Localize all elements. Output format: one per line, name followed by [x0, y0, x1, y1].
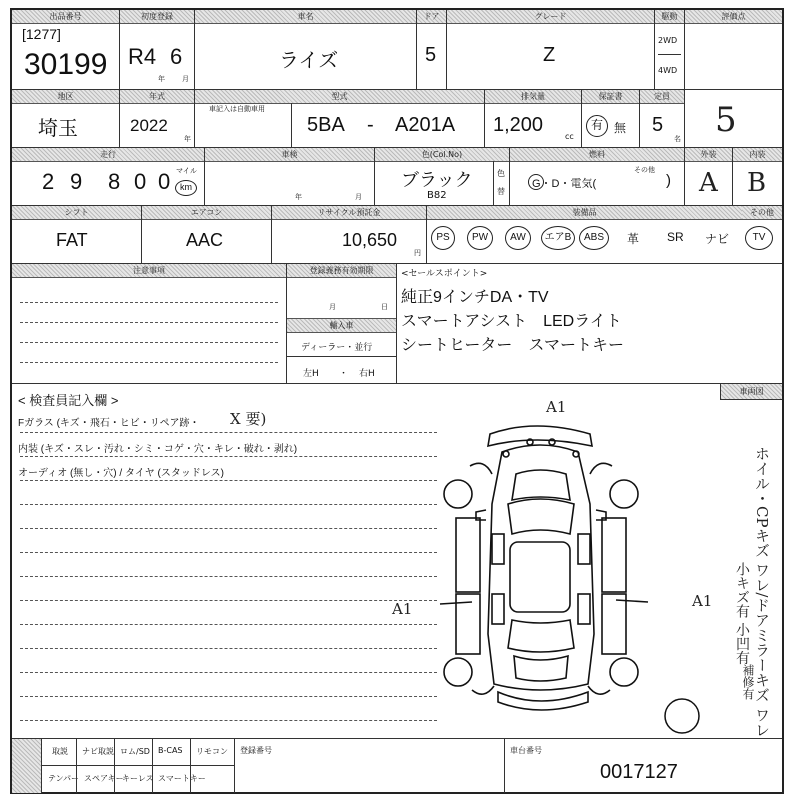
displacement-unit: cc [565, 132, 574, 141]
inspection-month-unit: 月 [355, 193, 362, 201]
fuel-options: G・D・電気( [532, 178, 597, 190]
capacity-value: 5 [652, 114, 664, 136]
color-code: B82 [427, 190, 447, 201]
fuel-close: ) [666, 172, 671, 189]
capacity-cell [640, 90, 685, 148]
sales-point-2: スマートアシスト LEDライト [401, 313, 622, 330]
exterior-grade-cell [685, 148, 733, 206]
sales-point-1: 純正9インチDA・TV [401, 289, 549, 306]
inspection-header: 車検 [205, 148, 374, 162]
mileage-unit-km: km [175, 180, 197, 196]
mark-right: A1 [692, 592, 713, 610]
region-header: 地区 [12, 90, 119, 104]
car-name-header: 車名 [195, 10, 416, 24]
inspector-line-1: Fガラス (キズ・飛石・ヒビ・リペア跡・ [18, 418, 200, 429]
auction-sheet [10, 8, 784, 794]
equipment-sunroof: SR [667, 230, 684, 244]
rating-value: 5 [715, 100, 737, 140]
doors-value: 5 [425, 44, 437, 66]
warranty-no: 無 [614, 121, 627, 135]
color-side-a: 色 [497, 169, 505, 178]
first-registration-cell [120, 10, 195, 90]
item-temper: テンパー [48, 774, 80, 783]
sales-points-header: <セールスポイント> [401, 269, 488, 279]
sales-points-cell [397, 264, 782, 384]
mileage-digit-4: 0 [134, 169, 147, 194]
handwritten-note-1: ホイル・CPキズ ワレ/ドアミラーキズ ワレ [753, 446, 771, 738]
inspector-line-3: オーディオ (無し・穴) / タイヤ (スタッドレス) [18, 468, 224, 479]
lot-number: 30199 [24, 48, 108, 81]
handwritten-note-2: 小キズ有 小凹有 [734, 562, 750, 665]
interior-header: 内装 [733, 148, 782, 162]
first-registration-year-unit: 年 [158, 75, 165, 83]
recycle-value: 10,650 [342, 230, 398, 250]
equipment-abs: ABS [579, 226, 609, 250]
chassis-number: 0017127 [600, 761, 678, 783]
color-side-b: 替 [497, 187, 505, 196]
equipment-header: 装備品 [427, 206, 742, 220]
handwritten-note-3: 補修有 [741, 664, 755, 700]
inspection-cell [205, 148, 375, 206]
aircon-header: エアコン [142, 206, 271, 220]
model-separator: - [367, 114, 374, 136]
mark-left: A1 [392, 600, 413, 618]
owner-note: 車記入は自動車用 [209, 105, 265, 113]
item-manual: 取説 [52, 747, 68, 756]
mileage-digit-1: 2 [42, 169, 55, 194]
color-header: 色(Col.No) [375, 148, 509, 162]
chassis-number-label: 車台番号 [510, 746, 542, 755]
first-registration-era: R4 [128, 44, 157, 69]
shift-value: FAT [56, 230, 88, 250]
diagram-header: 車両図 [720, 384, 782, 400]
mark-top: A1 [546, 398, 567, 416]
aircon-cell [142, 206, 272, 264]
interior-grade-cell [733, 148, 782, 206]
model-year-cell [120, 90, 195, 148]
recycle-header: リサイクル預託金 [272, 206, 426, 220]
car-diagram [380, 394, 680, 714]
import-header: 輸入車 [287, 318, 396, 333]
equipment-leather: 革 [627, 232, 640, 246]
model-year-value: 2022 [130, 116, 168, 135]
grade-cell [447, 10, 655, 90]
import-dealer: ディーラー・並行 [301, 343, 373, 353]
item-rom-sd: ロム/SD [120, 747, 150, 756]
model-prefix: 5BA [307, 114, 345, 136]
doors-header: ドア [417, 10, 446, 24]
inspector-title: < 検査員記入欄 > [18, 393, 119, 408]
capacity-header: 定員 [640, 90, 684, 104]
item-spare-key: スペアキー [84, 774, 124, 783]
rating-lower-cell [685, 90, 782, 148]
equipment-aw: AW [505, 226, 531, 250]
expiry-month: 月 [329, 303, 336, 311]
registration-expiry-cell [287, 264, 397, 384]
grade-header: グレード [447, 10, 654, 24]
aircon-value: AAC [186, 230, 224, 250]
warranty-cell [582, 90, 640, 148]
mileage-digit-3: 8 [108, 169, 121, 194]
import-dot: ・ [339, 369, 349, 379]
fuel-cell [510, 148, 685, 206]
exterior-header: 外装 [685, 148, 732, 162]
spare-tire-icon [662, 696, 702, 736]
bottom-strip [12, 738, 782, 792]
warranty-header: 保証書 [582, 90, 639, 104]
shift-header: シフト [12, 206, 141, 220]
equipment-tv: TV [745, 226, 773, 250]
item-keyless: キーレス [122, 774, 154, 783]
mileage-digit-5: 0 [158, 169, 171, 194]
inspection-year-unit: 年 [295, 193, 302, 201]
lot-number-header: 出品番号 [12, 10, 119, 24]
notes-header: 注意事項 [12, 264, 286, 278]
color-cell [375, 148, 510, 206]
model-code: A201A [395, 114, 456, 136]
recycle-unit: 円 [414, 249, 421, 257]
interior-grade: B [747, 168, 767, 198]
inspector-area [12, 384, 782, 738]
model-code-cell [195, 90, 485, 148]
model-year-unit: 年 [184, 135, 191, 143]
displacement-cell [485, 90, 582, 148]
mileage-cell [12, 148, 205, 206]
drive-4wd: 4WD [658, 66, 678, 75]
registration-expiry-header: 登録義務有効期限 [287, 264, 396, 278]
recycle-cell [272, 206, 427, 264]
equipment-navi: ナビ [705, 232, 730, 246]
glass-mark: X 要) [230, 410, 267, 428]
fuel-header: 燃料 [510, 148, 684, 162]
inspector-line-2: 内装 (キズ・スレ・汚れ・シミ・コゲ・穴・キレ・破れ・剥れ) [18, 444, 298, 455]
model-code-header: 型式 [195, 90, 484, 104]
drive-header: 駆動 [655, 10, 684, 24]
doors-cell [417, 10, 447, 90]
sales-point-3: シートヒーター スマートキー [401, 337, 625, 354]
first-registration-month-unit: 月 [182, 75, 189, 83]
lot-sub-number: [1277] [22, 26, 61, 42]
rating-header: 評価点 [685, 10, 782, 24]
mileage-digit-2: 9 [70, 169, 83, 194]
notes-cell [12, 264, 287, 384]
displacement-value: 1,200 [493, 114, 544, 136]
equipment-pw: PW [467, 226, 493, 250]
drive-cell [655, 10, 685, 90]
shift-cell [12, 206, 142, 264]
mileage-header: 走行 [12, 148, 204, 162]
drive-2wd: 2WD [658, 36, 678, 45]
registration-number-label: 登録番号 [240, 746, 272, 755]
equipment-airbag: エアB [541, 226, 575, 250]
equipment-ps: PS [431, 226, 455, 250]
lot-number-cell [12, 10, 120, 90]
extra-header: その他 [742, 206, 782, 220]
capacity-unit: 名 [674, 135, 681, 143]
car-name-cell [195, 10, 417, 90]
expiry-day: 日 [381, 303, 388, 311]
warranty-yes-circle: 有 [586, 115, 608, 137]
item-remote: リモコン [196, 747, 228, 756]
displacement-header: 排気量 [485, 90, 581, 104]
item-navi-manual: ナビ取説 [82, 747, 114, 756]
rating-cell [685, 10, 782, 90]
region-cell [12, 90, 120, 148]
import-left: 左H [303, 369, 319, 379]
equipment-cell [427, 206, 782, 264]
item-bcas: B-CAS [158, 746, 183, 755]
item-smart-key: スマートキー [158, 774, 206, 783]
first-registration-month: 6 [170, 44, 183, 69]
fuel-other: その他 [634, 166, 655, 174]
color-name: ブラック [401, 170, 473, 190]
model-year-header: 年式 [120, 90, 194, 104]
car-name: ライズ [279, 50, 339, 72]
first-registration-header: 初度登録 [120, 10, 194, 24]
import-right: 右H [359, 369, 375, 379]
region-value: 埼玉 [38, 118, 78, 140]
exterior-grade: A [699, 168, 718, 198]
mileage-unit-mile: マイル [176, 167, 197, 175]
grade-value: Z [543, 44, 556, 66]
